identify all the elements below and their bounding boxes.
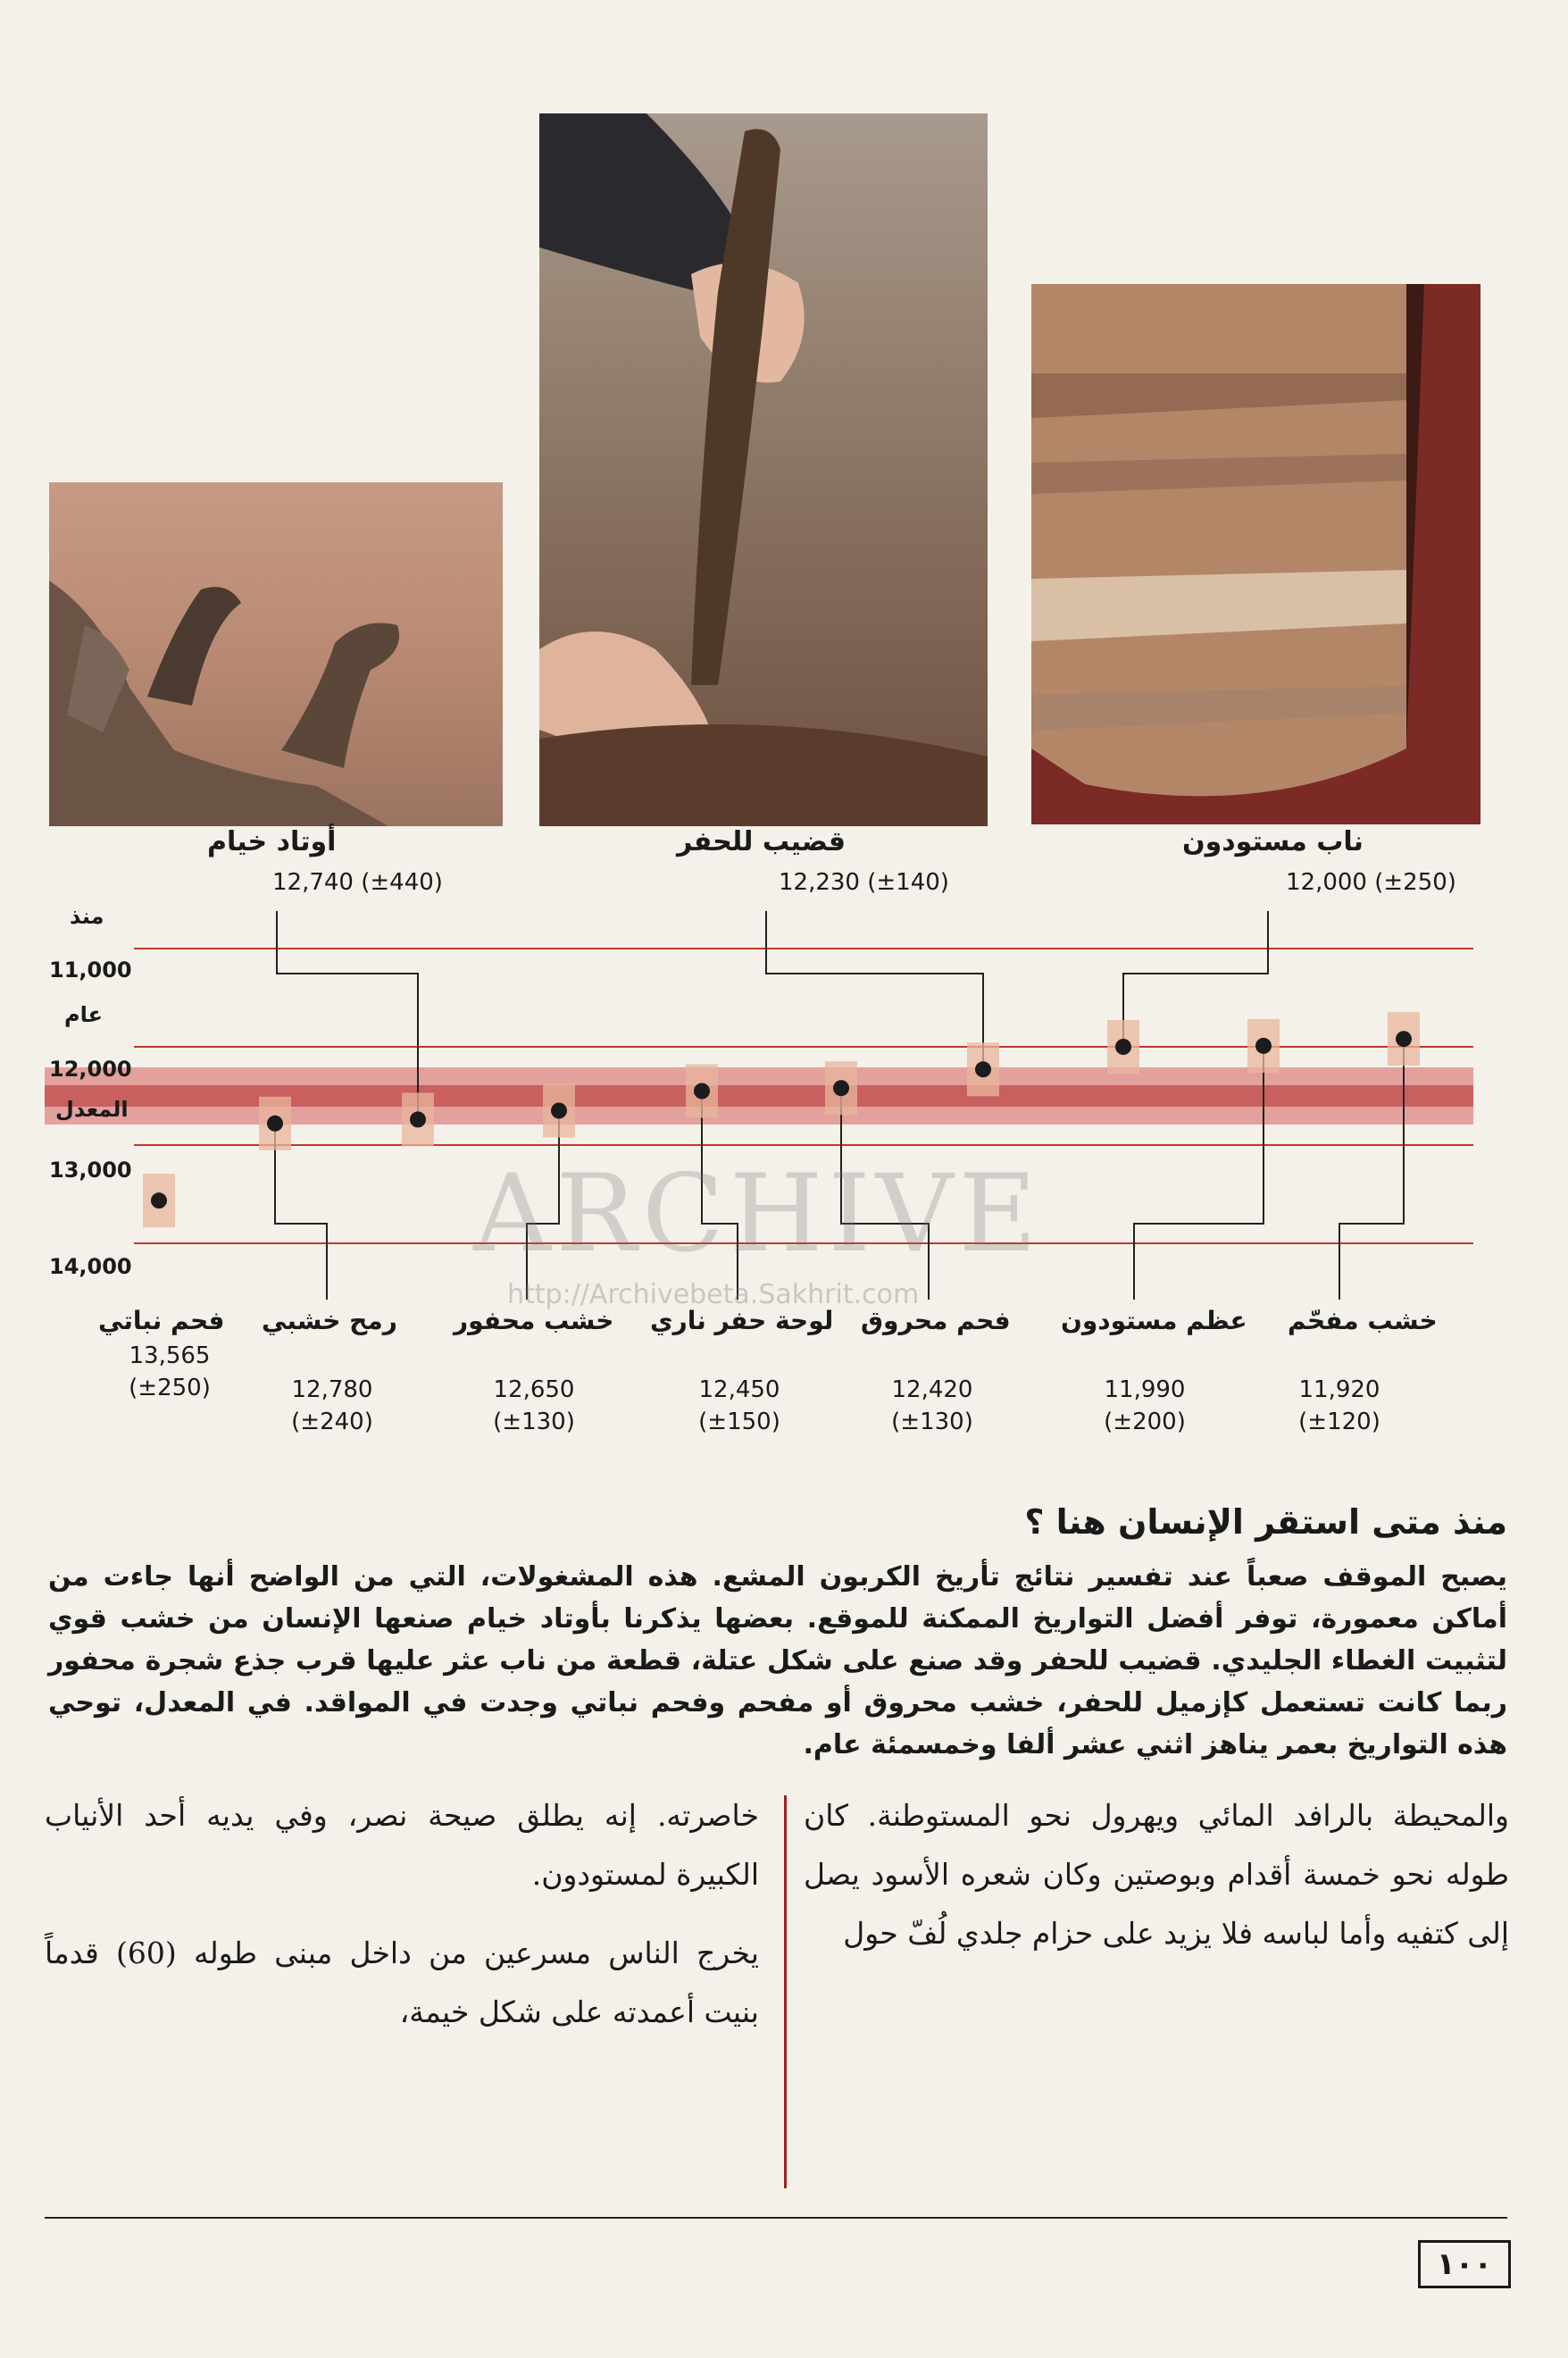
watermark-url: http://Archivebeta.Sakhrit.com (507, 1279, 920, 1310)
data-point (267, 1116, 283, 1132)
axis-word-average: المعدل (55, 1097, 129, 1122)
page-number: ١٠٠ (1418, 2240, 1511, 2288)
tent-stakes-photo (49, 482, 503, 826)
date-charcoal: 13,565 (±250) (129, 1342, 211, 1401)
section-text: يصبح الموقف صعباً عند تفسير نتائج تأريخ الكربون المشع. هذه المشغولات، التي من الواضح أنها جاءت من أماكن معمورة، توفر أفضل التواريخ الممكنة للموقع. بعضها يذكرنا بأوتاد خيام صنعها الإنسان من خشب قوي لتثبيت الغطاء الجليدي. قضيب للحفر وقد صنع على شكل عتلة، قطعة من ناب عثر عليها قرب جذع شجرة محفور ربما كانت تستعمل كإزميل للحفر، خشب محروق أو مفحم وفحم نباتي وجدت في المواقد. في المعدل، توحي هذه التواريخ بعمر يناهز اثني عشر ألفا وخمسمئة عام. (48, 1561, 1507, 1760)
leader-digging-stick (766, 911, 983, 1069)
data-point (151, 1192, 167, 1208)
date-carved-wood: 12,650 (±130) (493, 1376, 575, 1435)
data-point (551, 1103, 567, 1119)
caption-digging-stick: قضيب للحفر (677, 826, 847, 857)
axis-tick-13000: 13,000 (49, 1158, 132, 1183)
axis-word-year: عام (64, 1002, 103, 1027)
data-point (694, 1083, 710, 1100)
date-tent-stakes: 12,740 (±440) (272, 869, 443, 896)
column-divider (784, 1795, 788, 2188)
date-digging-stick: 12,230 (±140) (779, 869, 949, 896)
digging-stick-photo (539, 113, 988, 826)
date-charred-wood: 11,920 (±120) (1298, 1376, 1380, 1435)
data-point (975, 1061, 991, 1077)
data-point (833, 1080, 849, 1096)
caption-mastodon-tusk: ناب مستودون (1182, 826, 1364, 857)
axis-tick-14000: 14,000 (49, 1254, 132, 1279)
date-mastodon-bone: 11,990 (±200) (1104, 1376, 1186, 1435)
data-point (410, 1111, 426, 1127)
leader-mastodon-tusk (1123, 911, 1268, 1047)
section-title: منذ متى استقر الإنسان هنا ؟ (1024, 1502, 1507, 1542)
body-column-right: والمحيطة بالرافد المائي ويهرول نحو المستوطنة. كان طوله نحو خمسة أقدام وبوصتين وكان شعره الأسود يصل إلى كتفيه وأما لباسه فلا يزيد على حزام جلدي لُفّ حول (804, 1798, 1509, 1951)
label-fire-board: لوحة حفر ناري (650, 1306, 834, 1335)
caption-tent-stakes: أوتاد خيام (207, 826, 337, 857)
axis-word-since: منذ (70, 904, 104, 929)
label-charcoal: فحم نباتي (98, 1306, 225, 1335)
body-left-paragraph-1: خاصرته. إنه يطلق صيحة نصر، وفي يديه أحد الأنياب الكبيرة لمستودون. (45, 1798, 759, 1892)
mastodon-tusk-photo (1031, 284, 1480, 824)
label-wooden-spear: رمح خشبي (262, 1306, 397, 1335)
axis-tick-11000: 11,000 (49, 957, 132, 982)
label-charred-wood: خشب مفحّم (1288, 1306, 1438, 1335)
label-carved-wood: خشب محفور (454, 1306, 614, 1335)
data-point (1115, 1039, 1131, 1055)
body-left-paragraph-2: يخرج الناس مسرعين من داخل مبنى طوله (60) قدماً بنيت أعمدته على شكل خيمة، (45, 1936, 759, 2029)
date-fire-board: 12,450 (±150) (698, 1376, 780, 1435)
data-point (1255, 1038, 1272, 1054)
data-point (1396, 1031, 1412, 1047)
axis-tick-12000: 12,000 (49, 1057, 132, 1082)
label-burnt-charcoal: فحم محروق (861, 1306, 1011, 1335)
label-mastodon-bone: عظم مستودون (1061, 1306, 1247, 1335)
date-wooden-spear: 12,780 (±240) (291, 1376, 373, 1435)
date-mastodon-tusk: 12,000 (±250) (1286, 869, 1456, 896)
body-column-left (45, 1786, 759, 2042)
footer-rule (45, 2217, 1507, 2219)
date-burnt-charcoal: 12,420 (±130) (891, 1376, 973, 1435)
watermark-archive: ARCHIVE (473, 1152, 1043, 1276)
